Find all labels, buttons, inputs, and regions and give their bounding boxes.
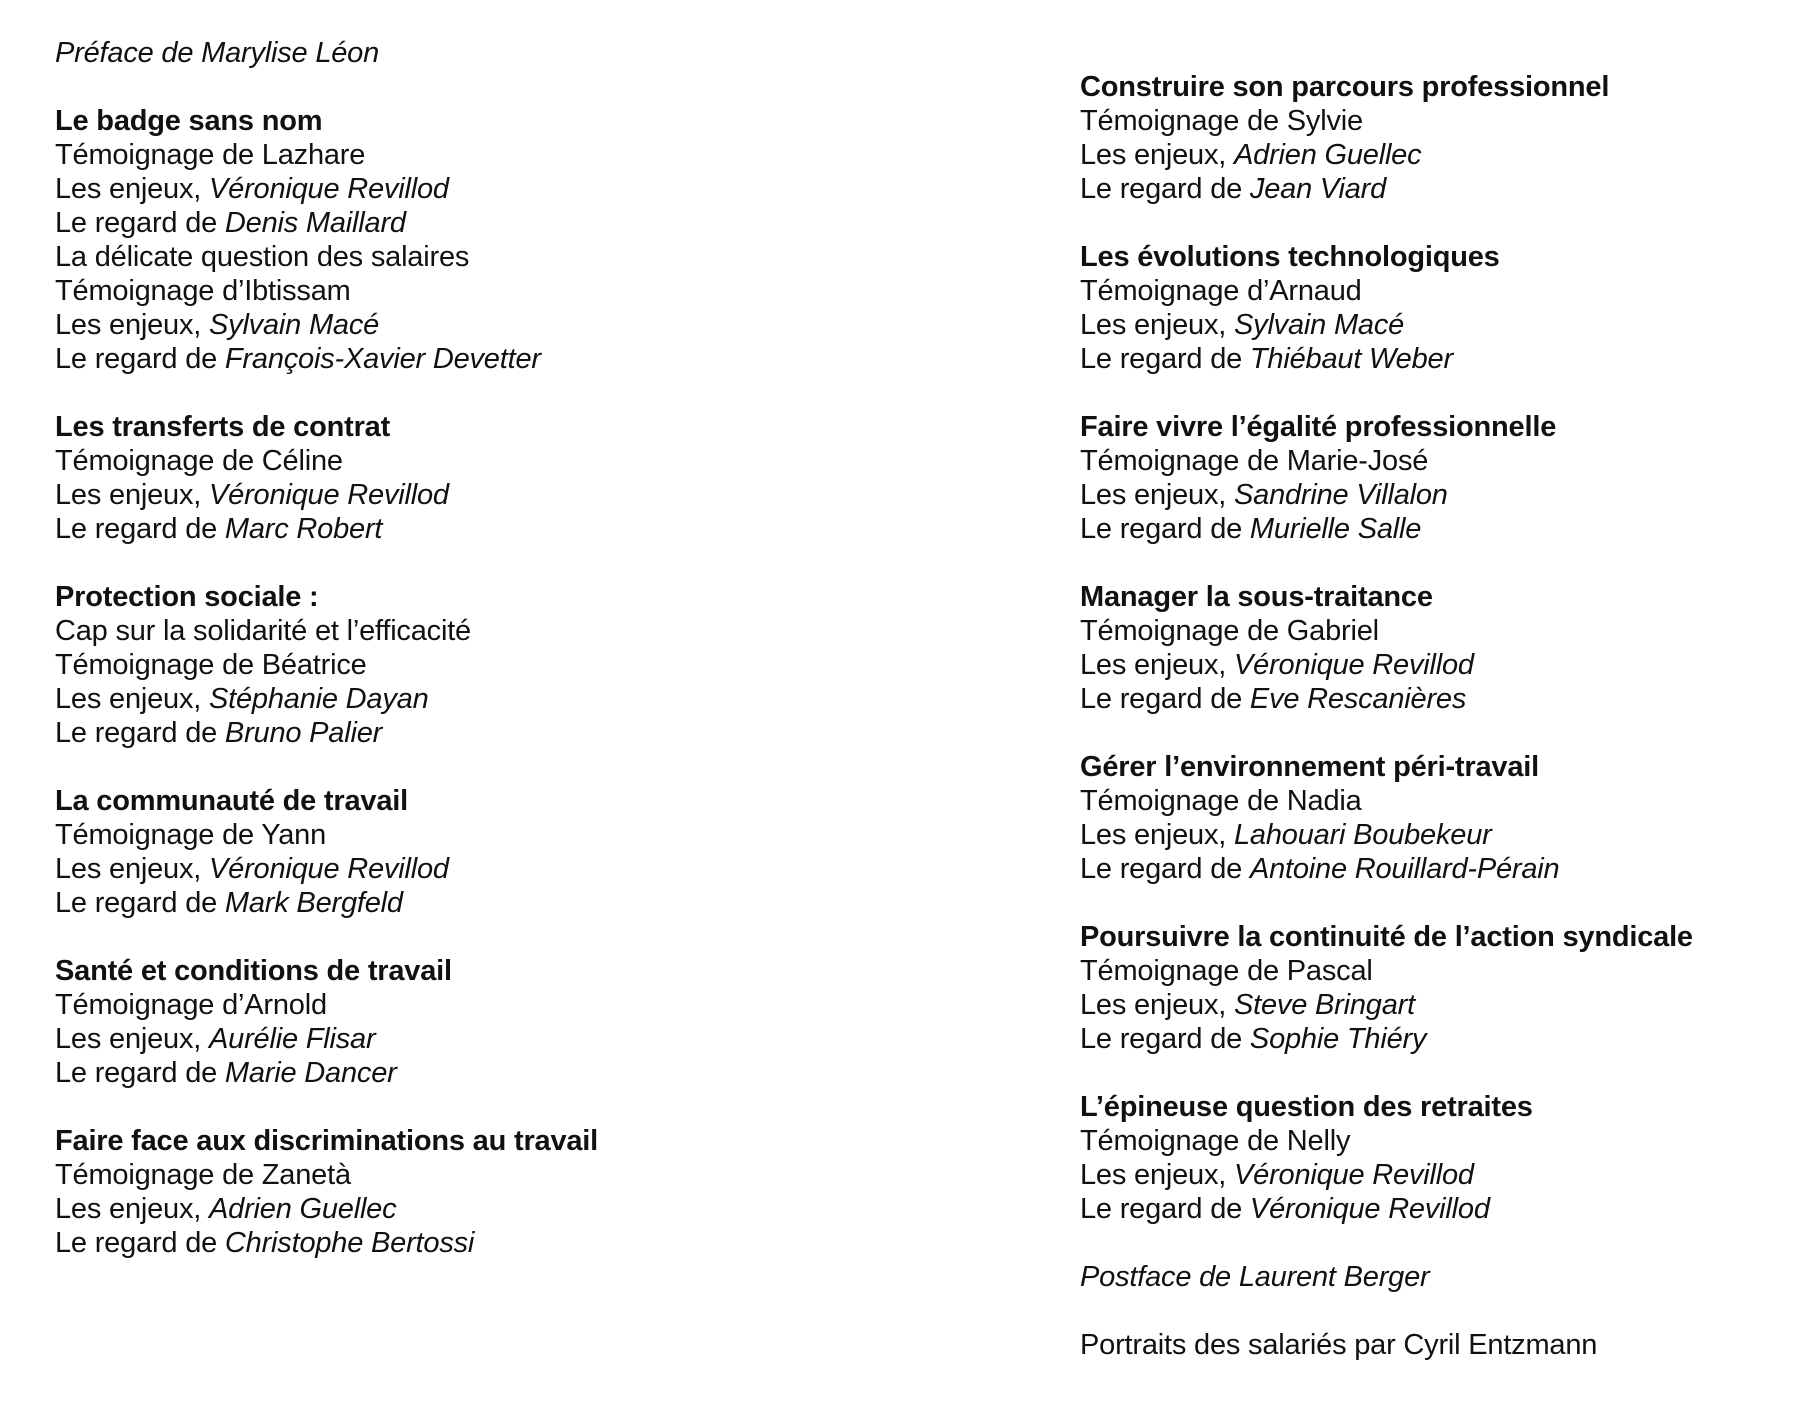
toc-entry — [55, 308, 955, 342]
toc-section — [55, 784, 955, 920]
entry-text: Le regard de — [55, 513, 225, 545]
toc-section — [55, 104, 955, 376]
toc-entry — [55, 648, 955, 682]
author-name: Véronique Revillod — [209, 173, 449, 205]
author-name: Sylvain Macé — [209, 309, 380, 341]
toc-entry — [55, 138, 955, 172]
author-name: Denis Maillard — [224, 207, 406, 239]
section-title: Faire vivre l’égalité professionnelle — [1080, 411, 1557, 443]
toc-entry — [55, 852, 955, 886]
entry-text: Le regard de — [1080, 513, 1250, 545]
entry-text: Témoignage de Céline — [55, 445, 343, 477]
toc-entry — [55, 172, 955, 206]
section-title: Santé et conditions de travail — [55, 955, 452, 987]
toc-entry — [55, 614, 955, 648]
toc-entry — [55, 342, 955, 376]
entry-text: Témoignage de Nelly — [1080, 1125, 1351, 1157]
entry-text: Les enjeux, — [55, 1023, 209, 1055]
toc-entry — [55, 206, 955, 240]
toc-entry — [55, 1192, 955, 1226]
author-name: Véronique Revillod — [1249, 1193, 1490, 1225]
section-title: L’épineuse question des retraites — [1080, 1091, 1533, 1123]
entry-text: Témoignage d’Arnaud — [1080, 275, 1362, 307]
toc-entry — [1080, 138, 1800, 172]
toc-section — [1080, 70, 1800, 206]
toc-entry — [55, 818, 955, 852]
entry-text: Le regard de — [1080, 1193, 1250, 1225]
toc-entry — [1080, 104, 1800, 138]
entry-text: Témoignage de Pascal — [1080, 955, 1373, 987]
author-name: Thiébaut Weber — [1249, 343, 1453, 375]
toc-entry — [55, 240, 955, 274]
entry-text: Le regard de — [55, 717, 225, 749]
preface: Préface de Marylise Léon — [55, 37, 380, 69]
toc-entry — [1080, 954, 1800, 988]
toc-entry — [55, 716, 955, 750]
entry-text: Témoignage d’Ibtissam — [55, 275, 351, 307]
toc-entry — [55, 682, 955, 716]
toc-entry — [1080, 172, 1800, 206]
entry-text: Les enjeux, — [55, 683, 209, 715]
author-name: Christophe Bertossi — [224, 1227, 475, 1259]
toc-entry — [55, 1226, 955, 1260]
author-name: Bruno Palier — [224, 717, 383, 749]
author-name: Murielle Salle — [1249, 513, 1422, 545]
author-name: Aurélie Flisar — [209, 1023, 376, 1055]
section-title: Le badge sans nom — [55, 105, 323, 137]
author-name: Stéphanie Dayan — [209, 683, 429, 715]
author-name: Adrien Guellec — [209, 1193, 397, 1225]
entry-text: Les enjeux, — [1080, 309, 1234, 341]
toc-entry — [55, 988, 955, 1022]
toc-section — [1080, 750, 1800, 886]
entry-text: Le regard de — [55, 343, 225, 375]
toc-entry — [55, 478, 955, 512]
toc-entry — [55, 1022, 955, 1056]
entry-text: Témoignage de Lazhare — [55, 139, 366, 171]
toc-entry — [1080, 444, 1800, 478]
author-name: Lahouari Boubekeur — [1234, 819, 1492, 851]
section-title: Construire son parcours professionnel — [1080, 71, 1610, 103]
toc-section — [55, 580, 955, 750]
author-name: Véronique Revillod — [209, 479, 449, 511]
toc-right-column — [1080, 70, 1800, 1362]
entry-text: Les enjeux, — [55, 173, 209, 205]
entry-text: Le regard de — [1080, 853, 1250, 885]
entry-text: Témoignage de Gabriel — [1080, 615, 1379, 647]
section-title: Protection sociale : — [55, 581, 319, 613]
entry-text: Les enjeux, — [1080, 1159, 1234, 1191]
toc-entry — [55, 444, 955, 478]
left-sections — [55, 104, 955, 1260]
section-title: Les transferts de contrat — [55, 411, 391, 443]
toc-section — [55, 410, 955, 546]
section-title: Faire face aux discriminations au travail — [55, 1125, 599, 1157]
toc-section — [55, 1124, 955, 1260]
toc-entry — [1080, 1158, 1800, 1192]
author-name: Marc Robert — [224, 513, 383, 545]
entry-text: Le regard de — [55, 207, 225, 239]
author-name: Sophie Thiéry — [1249, 1023, 1427, 1055]
photo-credits: Portraits des salariés par Cyril Entzmann — [1080, 1329, 1598, 1361]
toc-entry — [55, 512, 955, 546]
entry-text: Témoignage d’Arnold — [55, 989, 327, 1021]
entry-text: Les enjeux, — [1080, 649, 1234, 681]
entry-text: Le regard de — [1080, 1023, 1250, 1055]
toc-entry — [1080, 1022, 1800, 1056]
toc-entry — [1080, 478, 1800, 512]
spacer — [1080, 1294, 1800, 1328]
entry-text: Le regard de — [55, 1057, 225, 1089]
entry-text: Témoignage de Nadia — [1080, 785, 1362, 817]
entry-text: Les enjeux, — [55, 853, 209, 885]
toc-section — [1080, 920, 1800, 1056]
toc-entry — [1080, 1192, 1800, 1226]
author-name: François-Xavier Devetter — [224, 343, 541, 375]
section-title: Les évolutions technologiques — [1080, 241, 1500, 273]
author-name: Véronique Revillod — [209, 853, 449, 885]
entry-text: Les enjeux, — [1080, 139, 1234, 171]
right-sections — [1080, 70, 1800, 1226]
toc-left-column — [55, 36, 955, 1294]
entry-text: Témoignage de Béatrice — [55, 649, 367, 681]
toc-entry — [1080, 512, 1800, 546]
toc-entry — [1080, 648, 1800, 682]
entry-text: Témoignage de Sylvie — [1080, 105, 1363, 137]
section-title: Manager la sous-traitance — [1080, 581, 1433, 613]
entry-text: Le regard de — [55, 1227, 225, 1259]
author-name: Jean Viard — [1249, 173, 1387, 205]
toc-entry — [1080, 274, 1800, 308]
entry-text: Témoignage de Yann — [55, 819, 327, 851]
author-name: Sandrine Villalon — [1234, 479, 1448, 511]
toc-section — [1080, 410, 1800, 546]
toc-section — [1080, 240, 1800, 376]
entry-text: La délicate question des salaires — [55, 241, 470, 273]
toc-entry — [55, 1158, 955, 1192]
section-title: Gérer l’environnement péri-travail — [1080, 751, 1539, 783]
entry-text: Cap sur la solidarité et l’efficacité — [55, 615, 471, 647]
author-name: Véronique Revillod — [1234, 1159, 1474, 1191]
author-name: Mark Bergfeld — [224, 887, 403, 919]
author-name: Eve Rescanières — [1249, 683, 1467, 715]
entry-text: Les enjeux, — [1080, 989, 1234, 1021]
toc-entry — [1080, 852, 1800, 886]
entry-text: Témoignage de Marie-José — [1080, 445, 1429, 477]
toc-entry — [55, 274, 955, 308]
entry-text: Les enjeux, — [55, 309, 209, 341]
entry-text: Les enjeux, — [1080, 479, 1234, 511]
author-name: Steve Bringart — [1234, 989, 1415, 1021]
section-title: La communauté de travail — [55, 785, 408, 817]
postface: Postface de Laurent Berger — [1080, 1261, 1430, 1293]
spacer — [55, 70, 955, 104]
author-name: Véronique Revillod — [1234, 649, 1474, 681]
entry-text: Le regard de — [1080, 173, 1250, 205]
toc-entry — [55, 1056, 955, 1090]
toc-entry — [1080, 784, 1800, 818]
toc-section — [55, 954, 955, 1090]
toc-entry — [1080, 1124, 1800, 1158]
author-name: Antoine Rouillard-Pérain — [1249, 853, 1560, 885]
entry-text: Les enjeux, — [55, 479, 209, 511]
toc-section — [1080, 1090, 1800, 1226]
toc-entry — [1080, 988, 1800, 1022]
entry-text: Le regard de — [55, 887, 225, 919]
entry-text: Le regard de — [1080, 683, 1250, 715]
toc-entry — [1080, 342, 1800, 376]
entry-text: Le regard de — [1080, 343, 1250, 375]
entry-text: Témoignage de Zanetà — [55, 1159, 351, 1191]
toc-entry — [1080, 308, 1800, 342]
toc-section — [1080, 580, 1800, 716]
entry-text: Les enjeux, — [1080, 819, 1234, 851]
toc-entry — [1080, 614, 1800, 648]
author-name: Adrien Guellec — [1234, 139, 1422, 171]
toc-entry — [1080, 818, 1800, 852]
toc-entry — [55, 886, 955, 920]
section-title: Poursuivre la continuité de l’action syndicale — [1080, 921, 1693, 953]
author-name: Sylvain Macé — [1234, 309, 1405, 341]
entry-text: Les enjeux, — [55, 1193, 209, 1225]
author-name: Marie Dancer — [224, 1057, 397, 1089]
toc-entry — [1080, 682, 1800, 716]
